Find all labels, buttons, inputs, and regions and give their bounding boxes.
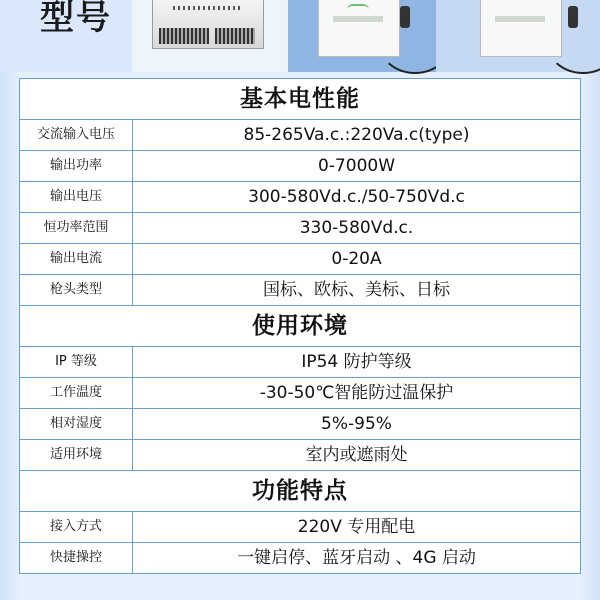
charger-label-plate	[495, 16, 545, 22]
spec-label: 快捷操控	[20, 543, 133, 573]
spec-label: IP 等级	[20, 347, 133, 377]
brand-logo-icon	[347, 4, 369, 14]
cabinet-vent-left	[159, 28, 209, 44]
spec-label: 恒功率范围	[20, 213, 133, 243]
product-image-wallbox-2	[436, 0, 600, 72]
product-image-wallbox-1	[288, 0, 436, 72]
spec-label: 输出电压	[20, 182, 133, 212]
spec-value: 0-7000W	[317, 156, 396, 176]
spec-row	[19, 151, 581, 182]
spec-row	[19, 347, 581, 378]
spec-row	[19, 182, 581, 213]
spec-value: -30-50℃智能防过温保护	[259, 383, 454, 403]
spec-value: 一键启停、蓝牙启动 、4G 启动	[237, 548, 476, 568]
spec-row	[19, 244, 581, 275]
section-title: 使用环境	[19, 306, 581, 347]
spec-label: 适用环境	[20, 440, 133, 470]
spec-label: 输出电流	[20, 244, 133, 274]
spec-value: 220V 专用配电	[297, 517, 416, 537]
spec-label: 接入方式	[20, 512, 133, 542]
spec-row	[19, 512, 581, 543]
cabinet-charger-image	[152, 0, 264, 49]
spec-table	[19, 78, 581, 574]
spec-row	[19, 440, 581, 471]
spec-value: IP54 防护等级	[301, 352, 412, 372]
spec-label: 工作温度	[20, 378, 133, 408]
section-title: 基本电性能	[19, 79, 581, 120]
spec-label: 枪头类型	[20, 275, 133, 305]
spec-row	[19, 543, 581, 574]
model-label: 型号	[40, 0, 112, 38]
charger-label-plate	[333, 16, 383, 22]
spec-label: 相对湿度	[20, 409, 133, 439]
spec-value: 300-580Vd.c./50-750Vd.c	[248, 187, 465, 207]
cabinet-dots	[173, 6, 243, 10]
spec-row	[19, 409, 581, 440]
product-image-header	[0, 0, 600, 72]
spec-value: 室内或遮雨处	[305, 445, 408, 465]
spec-value: 5%-95%	[321, 414, 392, 434]
section-title: 功能特点	[19, 471, 581, 512]
product-image-cabinet	[132, 0, 288, 72]
spec-label: 交流输入电压	[20, 120, 133, 150]
spec-value: 0-20A	[331, 249, 382, 269]
spec-row	[19, 120, 581, 151]
spec-row	[19, 213, 581, 244]
spec-value: 330-580Vd.c.	[299, 218, 414, 238]
spec-row	[19, 378, 581, 409]
spec-value: 国标、欧标、美标、日标	[263, 280, 450, 300]
spec-row	[19, 275, 581, 306]
spec-label: 输出功率	[20, 151, 133, 181]
spec-value: 85-265Va.c.:220Va.c(type)	[243, 125, 470, 145]
cabinet-vent-right	[215, 28, 255, 44]
